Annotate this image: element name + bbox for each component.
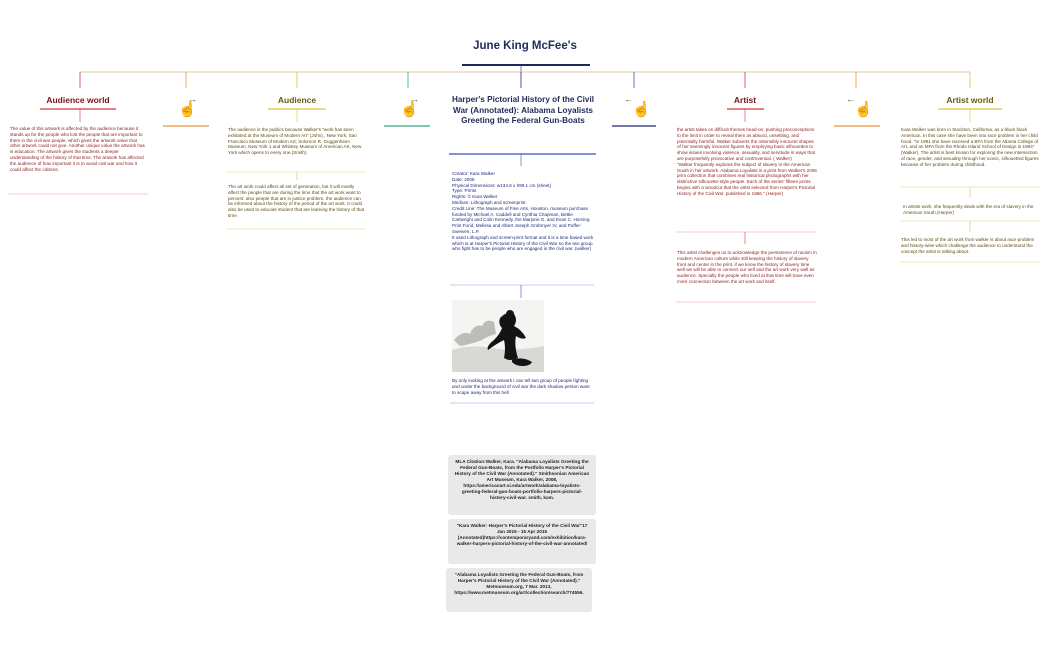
artwork-details: Creator: Kara Walker Date: 2005 Physical Dimensions: w134.6 x h99.1 cm (sheet) Type: Prints Rights: © Kara Walker Medium: Lithograph and screenprint Credit Line: The Museum of Fine Arts, Houston, museum purchase funded by Michael A. Caddell and Cynthia Chapman, Bettie Cartwright and Colin Kennedy, the Marjorie G. and Evan C. Horning Print Fund, Melissa and Albert Joseph Grobmyer IV, and Puffer-Sweiven, L.P. It used Lithograph and screen-print format and it is a time based work which is at Harper's Pictorial History of the Civil War so the two group who fight has to be people who are engaged in the civil war. (walker) [452, 171, 594, 252]
artist-world-text-1: Kara Walker was born in Stockton, California, as a black black American. In this case she have been into race problem in her child hood. "In 1991 she have received a BFA from the Atlanta College of Art, and an MFA from the Rhode Island School of Design in 1994"(Walker). The artist is best known for exploring the new intersection of race, gender, and sexuality through her iconic, silhouetted figures because of her problem during childhood. [901, 127, 1039, 167]
artist-text-2: This artist challenges us to acknowledge the persistence of racism in modern American culture while still keeping the history of slavery front and center in the print. if we know the history of slavery time well we will be able to connect our self and the art work very well as audience. Specially the people who lived at that time will have even more connection between the art work and itself. [677, 250, 817, 284]
audience-text-1: The audience is the publics because Walker's "work has been exhibited at the Museum of Modern Art" (John) , New York; San Francisco Museum of Modern Art; Solomon R. Guggenheim Museum, New York 1 and Whitney Museum of American Art, New York which opens to every one.(Smith) [228, 127, 362, 156]
title-underline [462, 64, 590, 66]
artist-world-text-3: This led to most of the art work from walker is about race problem and history-wise which challenge the audience to understand the concept the artist is talking about. [901, 237, 1035, 254]
audience-world-heading: Audience world [46, 95, 110, 105]
audience-heading: Audience [277, 95, 317, 105]
map-title: June King McFee's [473, 40, 577, 52]
citation-3: "Alabama Loyalists Greeting the Federal Gun-Boats, from Harper's Pictorial History of the Civil War (Annotated)." Metmuseum.org, 7 Mar. 2013, https://www.metmuseum.org/art/collection/search/774556. [446, 568, 592, 612]
artwork-title: Harper's Pictorial History of the Civil War (Annotated): Alabama Loyalists Greeting the Federal Gun-Boats [451, 95, 595, 125]
audience-text-2: The art work could affect all set of generation, but it will mostly affect the people that are during the time that the art work want to percent. also people that are in justice problem. the audience can be informed about the history of the period of the art work. It could also be used to educate student that are learning the history of that time. [228, 184, 365, 218]
artist-heading: Artist [733, 95, 757, 105]
artist-text-1: the artist takes on difficult themes head-on, pushing preconceptions to the limit in order to reveal them as absurd, unsettling, and potentially harmful. Walker subverts the ostensibly innocent shapes of her seemingly innocent figures by employing basic silhouettes to show issues involving violence, sexuality, and servitude in ways that are purposefully provocative and controversial. ( Walker) "Walker frequently explores the subject of slavery in the American South in her artwork. Alabama Loyalists is a print from Walker's 2005 print collection that combines real historical photographs with her distinctive silhouette-style people. Each of the series' fifteen prints begins with a woodcut that the artist selected from Harper's Pictorial History of the Civil War, published in 1866." (Harper) [677, 127, 817, 196]
audience-world-text: The value of this artwork is affected by the audience because it stands up for the people who lost the people that are important to them in the civil war people, which gives the artwork value that other artwork could not give. Another unique value the artwork has is education. The artwork gives the students a deeper understanding of the history of that time. The artwork has affected the audience of how important it is to avoid civil war and how it could affect the citizens. [10, 126, 145, 172]
artist-world-heading: Artist world [946, 95, 994, 105]
artist-world-text-2: In artists work, she frequently deals with the era of slavery in the American South.(Harper) [903, 204, 1034, 215]
artwork-caption: By only looking at the artwork I can tell two group of people fighting and under the background of civil war the dark shadow person want to scape away from this hell [452, 378, 590, 395]
citation-1: MLA Citation:Walker, Kara. "Alabama Loyalists Greeting the Federal Gun-Boats, from the Portfolio Harper's Pictorial History of the Civil War (Annotated)." Smithsonian American Art Museum, Kara Walker, 2008, https://americanart.si.edu/artwork/alabama-loyalists-greeting-federal-gun-boats-portfolio-harpers-pictorial-history-civil-war. smith, kam. [448, 455, 596, 515]
citation-2: "Kara Walker: Harper's Pictorial History of the Civil War"17 Jan 2015 - 15 Apr 2015 (Annotated)https://contemporaryand.com/exhibition/kara-walker-harpers-pictorial-history-of-the-civil-war-annotated/ [448, 519, 596, 564]
artwork-image [452, 300, 544, 372]
